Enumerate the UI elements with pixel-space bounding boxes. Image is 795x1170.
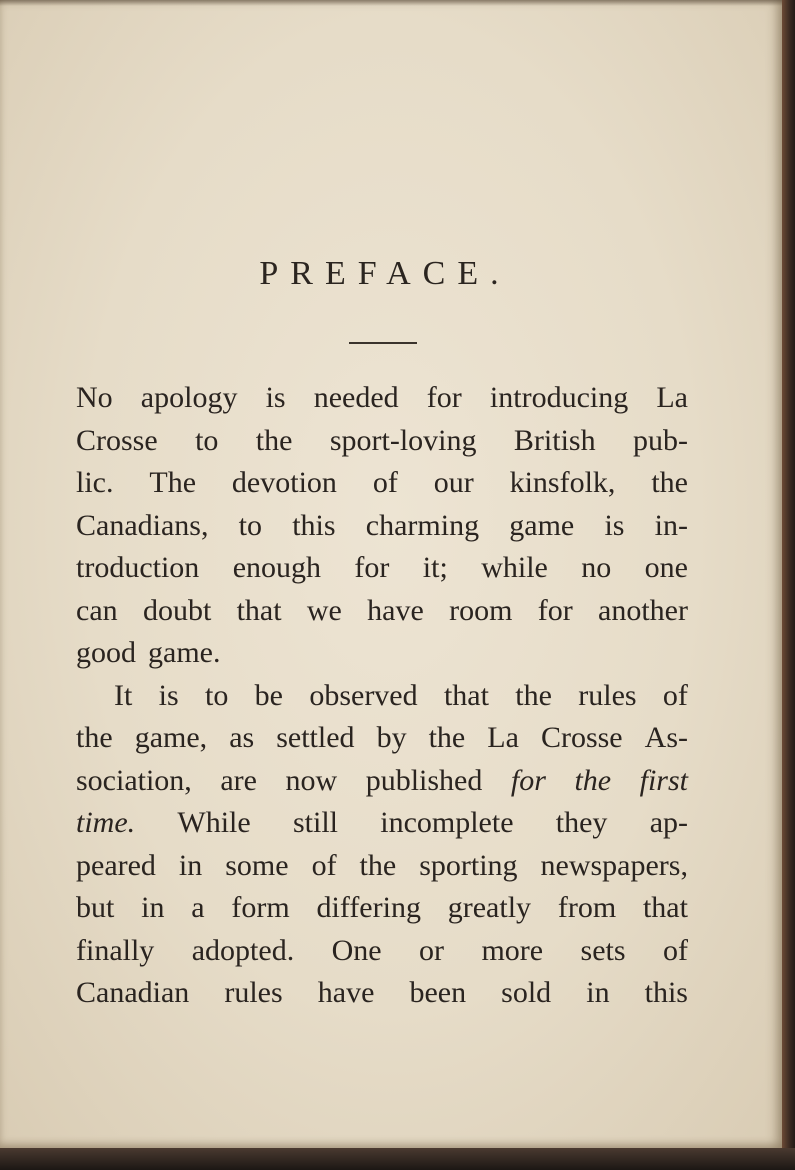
word: While — [177, 806, 251, 839]
word: first — [639, 763, 688, 797]
word: is — [604, 508, 625, 542]
text-line — [76, 505, 688, 548]
word: are — [220, 763, 257, 797]
word: charming — [365, 508, 480, 542]
word: incomplete — [380, 806, 514, 839]
word: the — [359, 848, 397, 882]
word: in- — [654, 508, 688, 542]
word: this — [292, 508, 336, 542]
word: is — [158, 678, 179, 712]
word: we — [306, 593, 342, 627]
text-line — [76, 717, 688, 760]
word: form — [231, 891, 290, 924]
word: the — [255, 423, 293, 457]
word: have — [317, 976, 375, 1009]
word: enough — [232, 551, 322, 584]
word: in — [586, 976, 610, 1009]
word: that — [443, 678, 489, 712]
text-line — [76, 845, 688, 888]
word: from — [557, 891, 617, 924]
text-line — [76, 632, 688, 675]
word: to — [238, 508, 263, 542]
word: the — [515, 678, 552, 712]
word: finally — [76, 933, 155, 967]
word: by — [376, 721, 407, 754]
word: that — [642, 891, 688, 924]
word: game — [509, 508, 575, 542]
page-heading: PREFACE. — [259, 255, 511, 292]
word: have — [367, 593, 424, 627]
word: they — [555, 806, 608, 839]
paragraph — [76, 377, 688, 675]
word: be — [254, 678, 283, 712]
text-line — [76, 760, 688, 803]
word: for — [510, 763, 546, 797]
word: sporting — [419, 848, 518, 882]
text-line — [76, 420, 688, 463]
word: been — [409, 976, 467, 1009]
word: game. — [148, 636, 221, 669]
word: La — [656, 381, 688, 414]
word: the — [574, 763, 612, 797]
word: of — [662, 678, 688, 712]
word: but — [76, 891, 115, 924]
word: to — [195, 423, 219, 457]
word: The — [149, 466, 197, 499]
word: Canadian — [76, 976, 190, 1009]
word: British — [513, 423, 596, 457]
page-top-shadow — [0, 0, 782, 6]
book-bottom-edge — [0, 1148, 795, 1170]
word: time. — [76, 806, 136, 839]
word: pub- — [632, 423, 688, 457]
word: to — [205, 678, 229, 712]
word: it; — [422, 551, 448, 584]
word: sold — [501, 976, 552, 1009]
book-binding-edge — [782, 0, 795, 1170]
word: introducing — [489, 381, 629, 414]
word: It — [114, 678, 133, 712]
text-line — [76, 590, 688, 633]
word: Canadians, — [76, 508, 209, 542]
word: settled — [276, 721, 355, 754]
word: more — [481, 933, 544, 967]
word: One — [331, 933, 382, 967]
word: of — [311, 848, 337, 882]
word: can — [76, 593, 118, 627]
word: rules — [578, 678, 637, 712]
word: our — [433, 466, 474, 499]
word: in — [178, 848, 203, 882]
word: a — [191, 891, 205, 924]
word: apology — [140, 381, 238, 414]
word: adopted. — [191, 933, 295, 967]
word: devotion — [231, 466, 337, 499]
word: troduction — [76, 551, 200, 584]
word: published — [365, 763, 483, 797]
word: for — [426, 381, 462, 414]
word: room — [449, 593, 513, 627]
word: peared — [76, 848, 156, 882]
heading-rule — [349, 342, 417, 344]
paragraph — [76, 675, 688, 1015]
word: As- — [644, 721, 688, 754]
word: No — [76, 381, 113, 414]
text-line — [76, 462, 688, 505]
word: Crosse — [540, 721, 623, 754]
word: newspapers, — [540, 848, 688, 882]
word: sociation, — [76, 763, 192, 797]
word: the — [76, 721, 113, 754]
word: of — [372, 466, 398, 499]
word: doubt — [142, 593, 212, 627]
word: needed — [313, 381, 399, 414]
preface-body — [76, 377, 688, 1015]
word: the — [428, 721, 466, 754]
word: differing — [316, 891, 421, 924]
word: sport-loving — [329, 423, 477, 457]
word: for — [537, 593, 573, 627]
word: kinsfolk, — [509, 466, 616, 499]
word: Crosse — [76, 423, 158, 457]
word: observed — [309, 678, 418, 712]
word: no — [581, 551, 612, 584]
word: still — [292, 806, 338, 839]
word: some — [225, 848, 289, 882]
word: the — [651, 466, 688, 499]
text-line — [76, 802, 688, 845]
word: another — [598, 593, 688, 627]
word: greatly — [447, 891, 532, 924]
word: rules — [224, 976, 283, 1009]
word: game, — [134, 721, 208, 754]
word: while — [481, 551, 548, 584]
text-line — [76, 377, 688, 420]
word: for — [354, 551, 390, 584]
word: this — [644, 976, 688, 1009]
text-line — [76, 930, 688, 973]
word: of — [662, 933, 688, 967]
word: good — [76, 636, 136, 669]
text-line — [76, 972, 688, 1015]
word: that — [236, 593, 282, 627]
word: in — [141, 891, 165, 924]
word: lic. — [76, 466, 114, 499]
word: ap- — [649, 806, 688, 839]
word: as — [229, 721, 255, 754]
text-line — [76, 887, 688, 930]
word: or — [419, 933, 445, 967]
word: sets — [580, 933, 626, 967]
word: one — [644, 551, 688, 584]
text-line — [76, 675, 688, 718]
word: is — [265, 381, 286, 414]
text-line — [76, 547, 688, 590]
word: La — [487, 721, 519, 754]
word: now — [285, 763, 338, 797]
